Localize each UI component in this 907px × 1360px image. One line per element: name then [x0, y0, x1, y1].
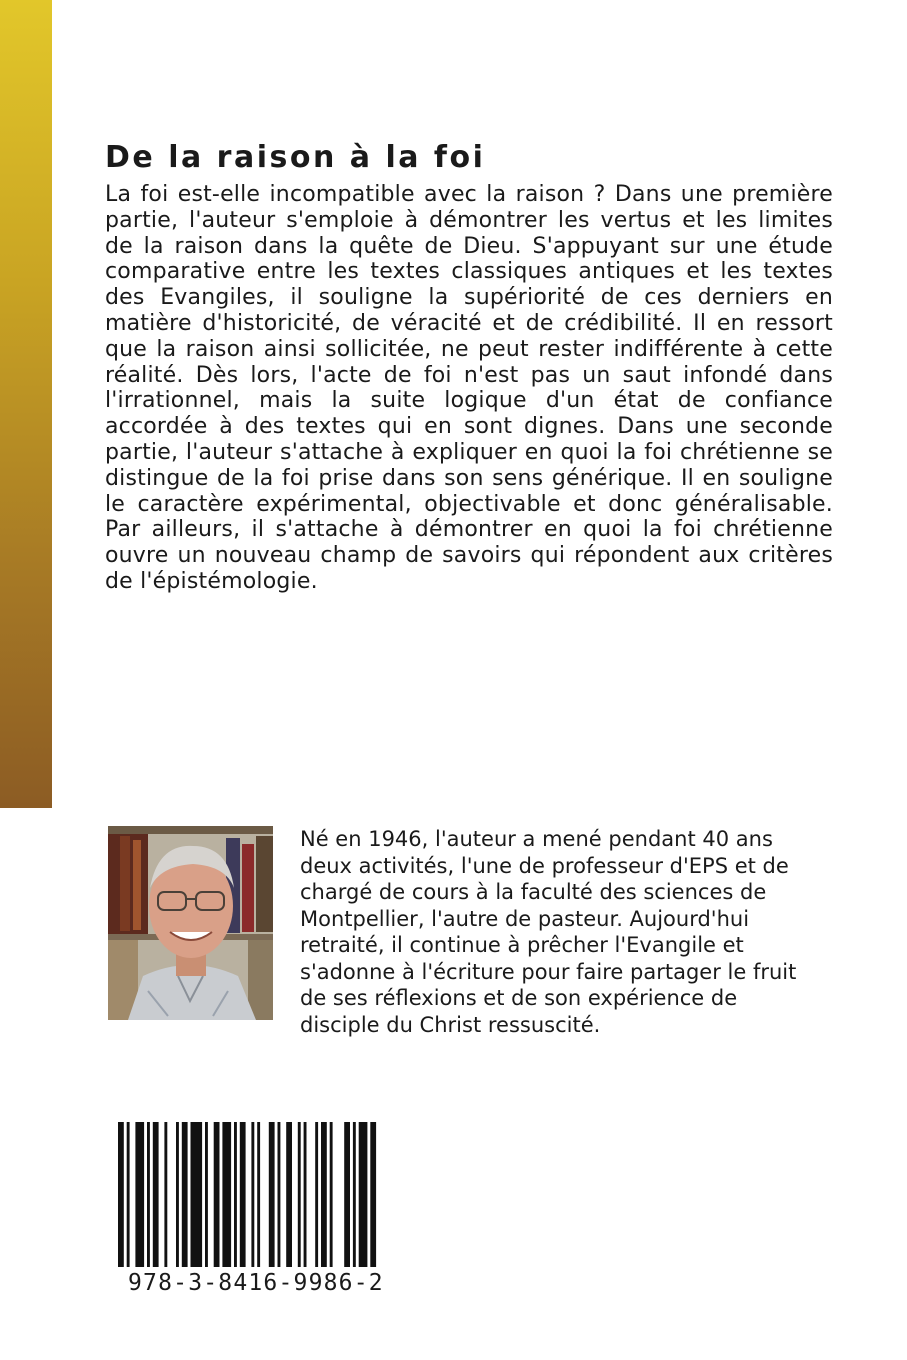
isbn-number: 978-3-8416-9986-2: [128, 1270, 384, 1296]
decorative-side-band: [0, 0, 52, 808]
isbn-barcode: [117, 1122, 384, 1267]
author-biography: Né en 1946, l'auteur a mené pendant 40 ans deux activités, l'une de professeur d'EPS et de chargé de cours à la faculté des sciences de Montpellier, l'autre de pasteur. Aujourd'hui retraité, il continue à prêcher l'Evangile et s'adonne à l'écriture pour faire partager le fruit de ses réflexions et de son expérience de disciple du Christ ressuscité.: [300, 827, 797, 1037]
book-title: De la raison à la foi: [105, 140, 486, 175]
author-photo: [108, 826, 273, 1020]
back-cover-blurb: La foi est-elle incompatible avec la raison ? Dans une première partie, l'auteur s'emploie à démontrer les vertus et les limites de la raison dans la quête de Dieu. S'appuyant sur une étude comparative entre les textes classiques antiques et les textes des Evangiles, il souligne la supériorité de ces derniers en matière d'historicité, de véracité et de crédibilité. Il en ressort que la raison ainsi sollicitée, ne peut rester indifférente à cette réalité. Dès lors, l'acte de foi n'est pas un saut infondé dans l'irrationnel, mais la suite logique d'un état de confiance accordée à des textes qui en sont dignes. Dans une seconde partie, l'auteur s'attache à expliquer en quoi la foi chrétienne se distingue de la foi prise dans son sens générique. Il en souligne le caractère expérimental, objectivable et donc généralisable. Par ailleurs, il s'attache à démontrer en quoi la foi chrétienne ouvre un nouveau champ de savoirs qui répondent aux critères de l'épistémologie.: [105, 182, 833, 594]
